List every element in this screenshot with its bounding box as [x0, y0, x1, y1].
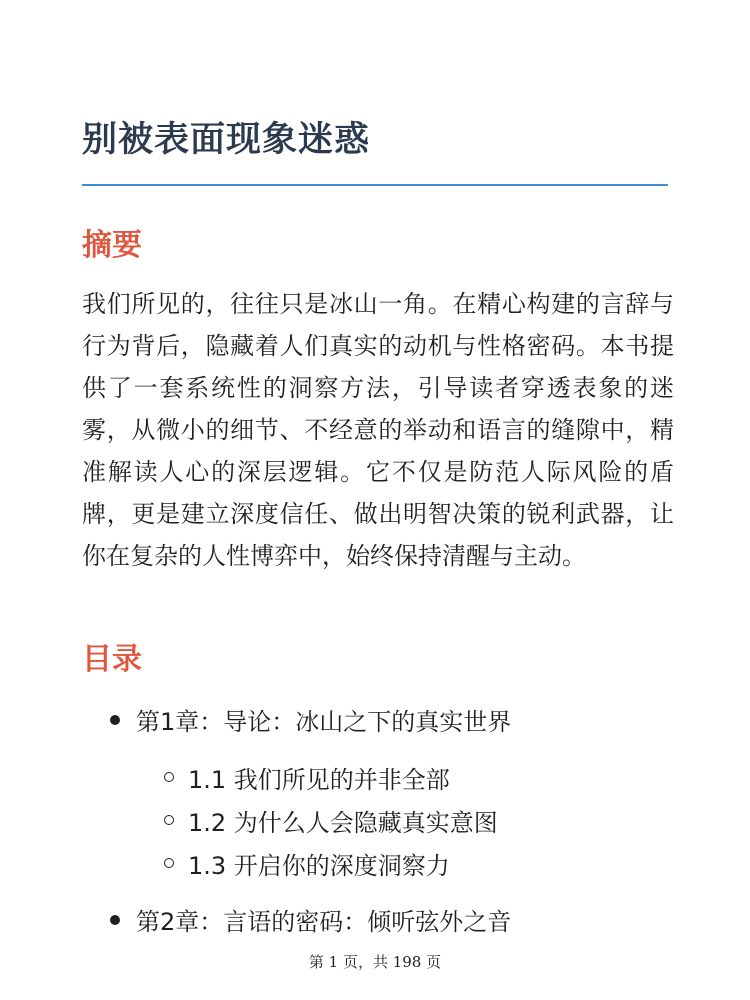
toc-section-label: 1.2 为什么人会隐藏真实意图	[188, 809, 498, 837]
abstract-body: 我们所见的，往往只是冰山一角。在精心构建的言辞与行为背后，隐藏着人们真实的动机与性格密码。本书提供了一套系统性的洞察方法，引导读者穿透表象的迷雾，从微小的细节、不经意的举动和语言的缝隙中，精准解读人心的深层逻辑。它不仅是防范人际风险的盾牌，更是建立深度信任、做出明智决策的锐利武器，让你在复杂的人性博弈中，始终保持清醒与主动。	[82, 290, 674, 570]
toc-heading: 目录	[82, 642, 142, 677]
circle-bullet-icon	[164, 858, 174, 868]
toc-chapter-label: 第2章：言语的密码：倾听弦外之音	[136, 908, 512, 936]
circle-bullet-icon	[164, 772, 174, 782]
bullet-icon	[110, 715, 120, 725]
page-number-footer: 第 1 页，共 198 页	[308, 953, 442, 971]
toc-chapter-label: 第1章：导论：冰山之下的真实世界	[136, 708, 512, 736]
abstract-heading: 摘要	[82, 228, 142, 263]
toc-section-label: 1.1 我们所见的并非全部	[188, 766, 450, 794]
title-divider	[82, 184, 668, 186]
circle-bullet-icon	[164, 815, 174, 825]
toc-section-label: 1.3 开启你的深度洞察力	[188, 852, 450, 880]
document-title: 别被表面现象迷惑	[82, 120, 371, 160]
bullet-icon	[110, 915, 120, 925]
